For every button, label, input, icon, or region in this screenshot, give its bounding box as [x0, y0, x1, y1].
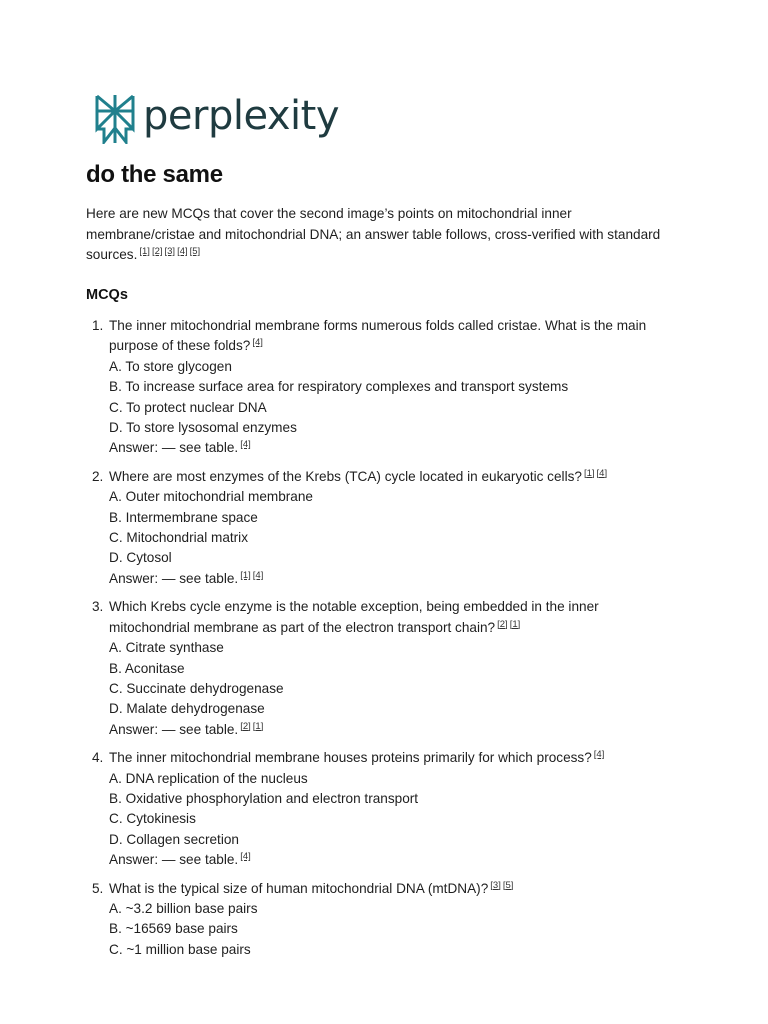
intro-line: Here are new MCQs that cover the second image’s points on mitochondrial inner [86, 206, 572, 221]
answer-option: B. To increase surface area for respiratory complexes and transport systems [109, 379, 569, 395]
citation-link[interactable]: [3] [490, 879, 501, 891]
intro-text: sources. [86, 247, 138, 262]
question-stem-line [109, 467, 686, 487]
question-number: 2. [92, 468, 104, 484]
answer-line [109, 850, 686, 870]
answer-option: B. Oxidative phosphorylation and electron transport [109, 790, 419, 806]
perplexity-logo-icon [94, 94, 136, 144]
citation-link[interactable]: [4] [240, 439, 251, 451]
question-stem-line [109, 316, 686, 336]
intro-paragraph [86, 204, 686, 266]
answer-option: D. Collagen secretion [109, 831, 239, 847]
answer-text: Answer: — see table. [109, 721, 239, 737]
mcq-item [86, 748, 686, 870]
answer-option: D. Cytosol [109, 550, 172, 566]
question-stem-text: purpose of these folds? [109, 338, 251, 354]
mcq-item [86, 316, 686, 459]
answer-option: C. To protect nuclear DNA [109, 399, 267, 415]
answer-option: A. DNA replication of the nucleus [109, 770, 308, 786]
answer-option: C. ~1 million base pairs [109, 941, 251, 957]
answer-text: Answer: — see table. [109, 852, 239, 868]
intro-line-last [86, 245, 686, 266]
question-number: 4. [92, 750, 104, 766]
citation-link[interactable]: [2] [151, 246, 163, 257]
question-stem-text: Where are most enzymes of the Krebs (TCA) cycle located in eukaryotic cells? [109, 468, 582, 484]
citation-link[interactable]: [1] [583, 467, 595, 479]
question-stem-line [109, 879, 686, 899]
question-stem-text: The inner mitochondrial membrane forms numerous folds called cristae. What is the main [109, 318, 647, 333]
answer-text: Answer: — see table. [109, 440, 239, 456]
mcq-item [86, 879, 686, 961]
citation-link[interactable]: [4] [593, 749, 605, 761]
question-number: 3. [92, 599, 104, 615]
question-number: 1. [92, 318, 104, 333]
answer-option: C. Succinate dehydrogenase [109, 680, 284, 696]
citation-link[interactable]: [4] [596, 467, 608, 479]
answer-option: B. Intermembrane space [109, 509, 258, 525]
citation-link[interactable]: [1] [509, 618, 521, 630]
answer-option: A. Citrate synthase [109, 640, 224, 656]
brand-name: perplexity [143, 93, 339, 139]
answer-option: A. ~3.2 billion base pairs [109, 900, 258, 916]
mcq-item [86, 597, 686, 740]
citation-link[interactable]: [1] [240, 569, 251, 581]
question-number: 5. [92, 880, 104, 896]
answer-text: Answer: — see table. [109, 570, 239, 586]
citation-link[interactable]: [3] [164, 246, 176, 257]
question-stem-line [109, 336, 686, 356]
answer-line [109, 569, 686, 589]
answer-option: C. Mitochondrial matrix [109, 530, 248, 546]
answer-option: B. ~16569 base pairs [109, 921, 238, 937]
question-stem-line [109, 748, 686, 768]
answer-option: A. To store glycogen [109, 358, 232, 374]
answer-option: A. Outer mitochondrial membrane [109, 489, 313, 505]
page-title: do the same [86, 161, 223, 188]
answer-option: C. Cytokinesis [109, 811, 196, 827]
citation-link[interactable]: [1] [139, 246, 150, 257]
question-stem-text: mitochondrial membrane as part of the electron transport chain? [109, 619, 496, 635]
question-stem-text: What is the typical size of human mitochondrial DNA (mtDNA)? [109, 880, 489, 896]
question-stem-text: Which Krebs cycle enzyme is the notable exception, being embedded in the inner [109, 599, 599, 615]
citation-link[interactable]: [4] [252, 337, 263, 349]
citation-link[interactable]: [4] [252, 569, 264, 581]
answer-line [109, 720, 686, 740]
citation-link[interactable]: [2] [240, 720, 251, 732]
citation-link[interactable]: [5] [189, 246, 201, 257]
perplexity-logo [94, 94, 339, 144]
question-stem-line [109, 618, 686, 638]
question-stem-text: The inner mitochondrial membrane houses proteins primarily for which process? [109, 750, 592, 766]
answer-option: D. To store lysosomal enzymes [109, 420, 297, 436]
citation-link[interactable]: [4] [177, 246, 188, 257]
citation-link[interactable]: [4] [240, 851, 251, 863]
citation-link[interactable]: [5] [502, 879, 514, 891]
question-stem-line [109, 597, 686, 617]
answer-line [109, 438, 686, 458]
citation-link[interactable]: [2] [497, 618, 508, 630]
answer-option: B. Aconitase [109, 660, 185, 676]
section-heading: MCQs [86, 287, 128, 303]
mcq-list [86, 316, 686, 968]
mcq-item [86, 467, 686, 589]
answer-option: D. Malate dehydrogenase [109, 701, 265, 717]
intro-line: membrane/cristae and mitochondrial DNA; an answer table follows, cross-verified with standard [86, 226, 661, 242]
citation-link[interactable]: [1] [252, 720, 264, 732]
